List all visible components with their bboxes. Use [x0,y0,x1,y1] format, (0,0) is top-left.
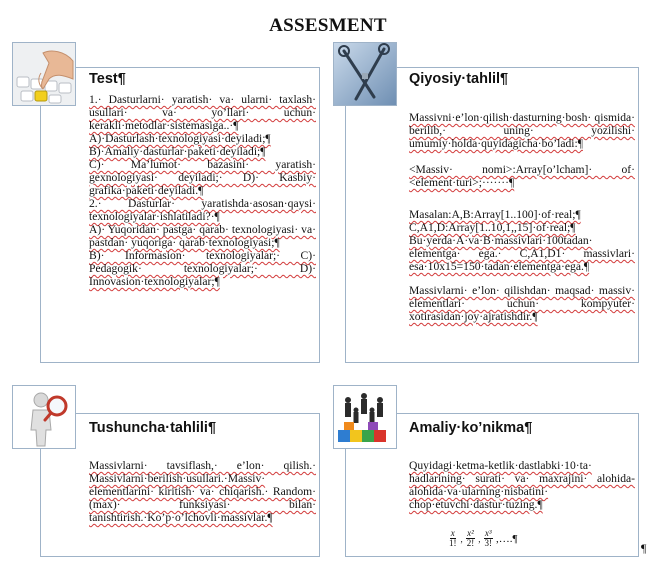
keyboard-finger-icon [13,43,75,105]
tushuncha-thumbnail [12,385,76,449]
test-question-1-option-a: A)·Dasturlash·texnologiyasi·deyiladi;¶ [89,132,271,145]
people-puzzle-icon [334,386,396,448]
magnifier-person-icon [13,386,75,448]
test-thumbnail [12,42,76,106]
formula-separator-2: , [478,533,481,544]
test-question-2: 2.· Dasturlar· yaratishda·asosan·qaysi· texnologiyalar·ishlatiladi?·¶ [89,197,316,223]
sequence-formula [448,529,517,548]
amaliy-title: Amaliy·ko’nikma¶ [409,420,533,436]
amaliy-body [409,459,635,511]
tushuncha-paragraph: Massivlarni· tavsiflash,· e’lon· qilish.· Massivlarni·berilish·usullari.·Massiv· elementlarini· kiritish· va· chiqarish.· Random· (max)· funksiyasi· bilan· tanishtirish.·Ko’p·o’lchovli·massivlar.¶ [89,459,316,524]
test-question-1-option-b: B)·Amaliy·dasturlar·paketi·deyiladi;¶ [89,145,266,158]
qiyosiy-thumbnail [333,42,397,106]
test-question-1: 1.· Dasturlarni· yaratish· va· ularni· taxlash· usullari· va· yo’llari· uchun· kerakli·metodlar·sistemasiga..·¶ [89,93,316,132]
formula-term-1: $\frac{x}{1!}$ [449,528,457,548]
qiyosiy-title: Qiyosiy·tahlil¶ [409,71,509,87]
paragraph-mark: ¶ [641,541,647,555]
tushuncha-body [89,459,316,524]
qiyosiy-example-explanation: Bu·yerda·A·va·B·massivlari·100tadan· elementga· ega.· C,A1,D1· massivlari· esa·10x15=150·tadan·elementga·ega.¶ [409,234,635,273]
qiyosiy-syntax: <Massiv· nomi>:Array[o’lcham]· of· <element·turi>;·······¶ [409,163,635,189]
tushuncha-title: Tushuncha·tahlili¶ [89,420,217,436]
qiyosiy-body [409,111,635,323]
formula-term-3: $\frac{\text{x³}}{3!}$ [484,528,492,548]
qiyosiy-example-2: C,A1,D:Array[1..10,1,,15]·of·real;¶ [409,221,576,234]
test-question-2-options-bcd: B)· Informasion· texnologiyalar;· C)· Pedagogik· texnologiyalar;· D)· Innovasion·texnologiyalar;¶ [89,249,316,288]
formula-term-2: $\frac{\text{x²}}{2!}$ [466,528,475,548]
test-question-1-options-cd: C)· Ma’lumot· bazasini· yaratish· gexnologiyasi· deyiladi;· D)· Kasbiy· grafika·paketi·deyiladi.¶ [89,158,316,197]
qiyosiy-paragraph-1: Massivni·e’lon·qilish·dasturning·bosh· qismida· berilib,· uning· yozilishi· umumiy·holda·quyidagicha·bo’ladi:¶ [409,111,635,150]
page-title: ASSESMENT [269,15,387,36]
qiyosiy-purpose: Massivlarni· e’lon· qilishdan· maqsad· massiv· elementlari· uchun· kompyuter· xotirasidan·joy·ajratishdir.¶ [409,284,635,323]
amaliy-task: Quyidagi·ketma-ketlik·dastlabki·10·ta· hadlarining· surati· va· maxrajini· alohida-alohida·va·ularning·nisbatini· chop·etuvchi·dastur·tuzing.¶ [409,459,635,511]
test-title: Test¶ [89,71,126,87]
formula-separator-1: , [460,533,463,544]
amaliy-thumbnail [333,385,397,449]
test-body [89,93,316,288]
formula-tail: ,….¶ [496,532,518,545]
test-question-2-option-a: A)· Yuqoridan· pastga· qarab· texnologiyasi· va· pastdan· yuqoriga· qarab·texnologiyasi;¶ [89,223,316,249]
qiyosiy-example-1: Masalan:A,B:Array[1..100]·of·real;¶ [409,208,581,221]
tools-icon [334,43,396,105]
